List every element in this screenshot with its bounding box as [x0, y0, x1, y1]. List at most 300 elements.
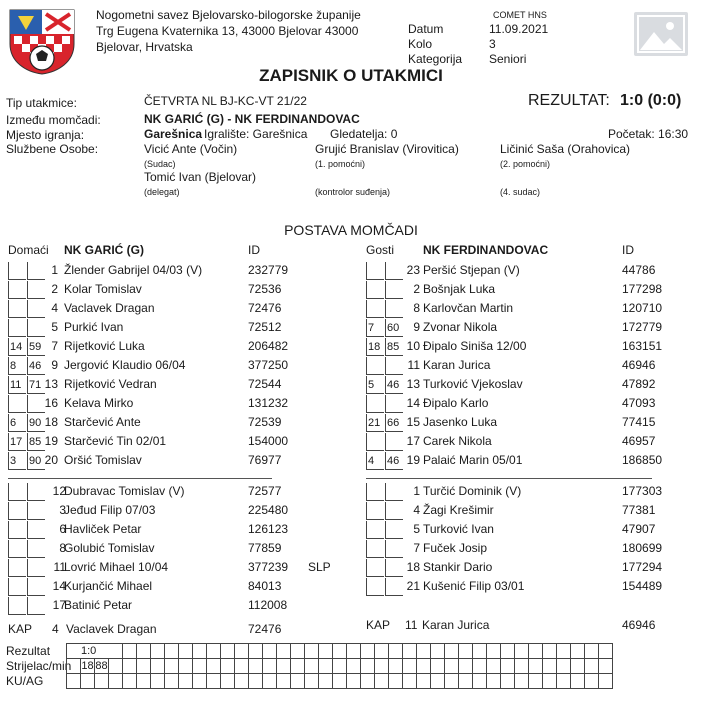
- away-id-header: ID: [622, 243, 634, 257]
- grid-cell: [347, 659, 361, 674]
- player-number: 14: [52, 579, 66, 593]
- player-name: Carek Nikola: [423, 434, 492, 448]
- grid-cell: [361, 644, 375, 659]
- grid-cell: [277, 659, 291, 674]
- grid-cell: [179, 644, 193, 659]
- player-id: 77415: [622, 415, 656, 429]
- home-kap-num: 4: [52, 622, 59, 636]
- sub-row: [366, 578, 702, 597]
- sub-minute-box: 46: [27, 357, 45, 375]
- sub-number-box: 8: [8, 357, 26, 375]
- player-id: 154000: [248, 434, 289, 448]
- official-role: (2. pomoćni): [500, 159, 551, 169]
- grid-cell: [67, 674, 81, 689]
- player-number: 7: [413, 541, 420, 555]
- grid-cell: [249, 659, 263, 674]
- grid-cell: [137, 659, 151, 674]
- grid-cell: [417, 644, 431, 659]
- player-name: Starčević Ante: [64, 415, 141, 429]
- player-id: 72476: [248, 301, 282, 315]
- player-name: Đipalo Siniša 12/00: [423, 339, 527, 353]
- player-number: 19: [44, 434, 58, 448]
- rezultat-row-label: Rezultat: [6, 644, 51, 658]
- grid-cell: [515, 644, 529, 659]
- official-role: (kontrolor suđenja): [315, 187, 391, 197]
- player-row: [8, 262, 308, 281]
- player-name: Đipalo Karlo: [423, 396, 489, 410]
- grid-cell: [123, 644, 137, 659]
- player-id: 177298: [622, 282, 663, 296]
- grid-cell: [333, 659, 347, 674]
- grid-cell: [165, 674, 179, 689]
- sub-number-box: 7: [366, 319, 384, 337]
- grid-cell: [473, 644, 487, 659]
- grid-cell: [151, 674, 165, 689]
- player-name: Dubravac Tomislav (V): [64, 484, 185, 498]
- player-name: Žlender Gabrijel 04/03 (V): [64, 263, 203, 277]
- player-id: 72577: [248, 484, 282, 498]
- player-note: SLP: [308, 560, 331, 574]
- rezultat-value: 1:0 (0:0): [620, 92, 682, 109]
- grid-cell: [263, 644, 277, 659]
- grid-cell: [585, 644, 599, 659]
- grid-cell: [473, 659, 487, 674]
- grid-cell: [557, 674, 571, 689]
- official-role: (1. pomoćni): [315, 159, 366, 169]
- player-id: 154489: [622, 579, 663, 593]
- result-grid-row: [67, 644, 613, 659]
- sub-row: [8, 578, 348, 597]
- izmedu-value: NK GARIĆ (G) - NK FERDINANDOVAC: [144, 112, 360, 126]
- sub-number-box: [366, 540, 384, 558]
- grid-cell: [501, 659, 515, 674]
- player-id: 120710: [622, 301, 663, 315]
- official-name: Grujić Branislav (Virovitica): [315, 142, 459, 156]
- sub-number-box: [366, 262, 384, 280]
- grid-cell: [515, 674, 529, 689]
- player-number: 12: [52, 484, 66, 498]
- sub-number-box: [8, 559, 26, 577]
- grid-cell: [417, 674, 431, 689]
- player-name: Bošnjak Luka: [423, 282, 496, 296]
- player-id: 180699: [622, 541, 663, 555]
- player-id: 126123: [248, 522, 289, 536]
- kolo-value: 3: [489, 37, 496, 51]
- gledatelja: Gledatelja: 0: [330, 127, 398, 141]
- grid-cell: [305, 674, 319, 689]
- kategorija-label: Kategorija: [408, 52, 463, 66]
- player-id: 72512: [248, 320, 282, 334]
- player-id: 163151: [622, 339, 663, 353]
- grid-cell: [221, 644, 235, 659]
- grid-cell: [263, 659, 277, 674]
- player-number: 4: [51, 301, 58, 315]
- sub-row: [366, 521, 702, 540]
- sub-row: [8, 502, 348, 521]
- grid-cell: [375, 659, 389, 674]
- grid-cell: [571, 674, 585, 689]
- official-role: (4. sudac): [500, 187, 541, 197]
- player-row: [366, 395, 666, 414]
- grid-cell: [95, 674, 109, 689]
- player-number: 8: [413, 301, 420, 315]
- player-id: 232779: [248, 263, 289, 277]
- sub-number-box: [366, 395, 384, 413]
- grid-cell: [417, 659, 431, 674]
- player-id: 76977: [248, 453, 282, 467]
- player-row: [8, 395, 308, 414]
- sub-number-box: [366, 433, 384, 451]
- grid-cell: [389, 644, 403, 659]
- player-row: [366, 262, 666, 281]
- sub-number-box: [8, 578, 26, 596]
- player-name: Fuček Josip: [423, 541, 488, 555]
- grid-cell: [179, 674, 193, 689]
- grid-cell: [557, 659, 571, 674]
- grid-cell: [529, 644, 543, 659]
- player-name: Turčić Dominik (V): [423, 484, 522, 498]
- sub-row: [8, 483, 348, 502]
- grid-cell: [403, 674, 417, 689]
- grid-cell: [151, 659, 165, 674]
- score-cell: 1:0: [67, 644, 123, 659]
- scorer-number-cell: 18: [81, 659, 94, 672]
- player-name: Palaić Marin 05/01: [423, 453, 523, 467]
- player-name: Rijetković Vedran: [64, 377, 157, 391]
- player-id: 47892: [622, 377, 656, 391]
- sub-row: [366, 483, 702, 502]
- player-number: 3: [59, 503, 66, 517]
- grid-cell: [109, 659, 123, 674]
- away-kap-id: 46946: [622, 618, 656, 632]
- sub-number-box: [8, 597, 26, 615]
- sub-minute-box: [27, 559, 45, 577]
- player-id: 112008: [248, 598, 288, 612]
- player-name: Jeđud Filip 07/03: [64, 503, 156, 517]
- grid-cell: [263, 674, 277, 689]
- grid-cell: [207, 644, 221, 659]
- player-id: 225480: [248, 503, 289, 517]
- grid-cell: [445, 659, 459, 674]
- sub-number-box: [8, 395, 26, 413]
- player-number: 21: [406, 579, 420, 593]
- home-team-name: NK GARIĆ (G): [64, 243, 144, 257]
- player-row: [366, 281, 666, 300]
- grid-cell: [151, 644, 165, 659]
- igraliste: Igralište: Garešnica: [204, 127, 308, 141]
- grid-cell: [571, 659, 585, 674]
- sub-number-box: [8, 483, 26, 501]
- sub-minute-box: 85: [385, 338, 403, 356]
- sub-row: [8, 597, 348, 616]
- grid-cell: [235, 659, 249, 674]
- tip-value: ČETVRTA NL BJ-KC-VT 21/22: [144, 94, 307, 108]
- player-name: Havliček Petar: [64, 522, 142, 536]
- player-number: 23: [406, 263, 420, 277]
- pocetak: Početak: 16:30: [608, 127, 689, 141]
- player-name: Turković Vjekoslav: [423, 377, 523, 391]
- player-id: 177294: [622, 560, 663, 574]
- player-id: 377239: [248, 560, 289, 574]
- strijelac-row-label: Strijelac/min: [6, 659, 72, 673]
- player-number: 1: [51, 263, 58, 277]
- sub-minute-box: 85: [27, 433, 45, 451]
- grid-cell: [585, 674, 599, 689]
- player-id: 186850: [622, 453, 663, 467]
- sub-number-box: [366, 281, 384, 299]
- sub-minute-box: 71: [27, 376, 45, 394]
- grid-cell: [473, 674, 487, 689]
- player-id: 47907: [622, 522, 656, 536]
- player-name: Karan Jurica: [423, 358, 491, 372]
- sub-number-box: [366, 483, 384, 501]
- away-team-name: NK FERDINANDOVAC: [423, 243, 549, 257]
- sub-row: [366, 559, 702, 578]
- grid-cell: [165, 659, 179, 674]
- result-grid-row: [67, 659, 613, 674]
- grid-cell: [319, 659, 333, 674]
- grid-cell: [67, 659, 81, 674]
- player-number: 19: [406, 453, 420, 467]
- lineup-title: POSTAVA MOMČADI: [284, 222, 418, 238]
- player-id: 77859: [248, 541, 282, 555]
- player-name: Purkić Ivan: [64, 320, 124, 334]
- grid-cell: [585, 659, 599, 674]
- official-role: (Sudac): [144, 159, 176, 169]
- kolo-label: Kolo: [408, 37, 433, 51]
- sub-minute-box: 90: [27, 414, 45, 432]
- grid-cell: [221, 659, 235, 674]
- grid-cell: [291, 659, 305, 674]
- player-row: [366, 319, 666, 338]
- grid-cell: [249, 674, 263, 689]
- home-kap-id: 72476: [248, 622, 282, 636]
- grid-cell: [207, 659, 221, 674]
- grid-cell: [319, 644, 333, 659]
- sub-number-box: 18: [366, 338, 384, 356]
- player-number: 1: [413, 484, 420, 498]
- sub-number-box: [366, 578, 384, 596]
- grid-cell: [235, 644, 249, 659]
- grid-cell: [459, 644, 473, 659]
- player-number: 7: [51, 339, 58, 353]
- away-kap-name: Karan Jurica: [422, 618, 490, 632]
- sub-minute-box: 90: [27, 452, 45, 470]
- grid-cell: [543, 659, 557, 674]
- player-row: [366, 414, 666, 433]
- player-number: 17: [406, 434, 420, 448]
- player-row: [8, 433, 308, 452]
- player-id: 77381: [622, 503, 656, 517]
- datum-label: Datum: [408, 22, 444, 36]
- sub-minute-box: [27, 502, 45, 520]
- grid-cell: [403, 659, 417, 674]
- divider: [8, 478, 272, 479]
- player-number: 5: [51, 320, 58, 334]
- grid-cell: [431, 659, 445, 674]
- player-name: Peršić Stjepan (V): [423, 263, 520, 277]
- grid-cell: [501, 644, 515, 659]
- sub-minute-box: [27, 597, 45, 615]
- grid-cell: [571, 644, 585, 659]
- player-number: 11: [53, 560, 66, 574]
- player-name: Jasenko Luka: [423, 415, 498, 429]
- grid-cell: [249, 644, 263, 659]
- grid-cell: [179, 659, 193, 674]
- player-name: Vaclavek Dragan: [64, 301, 155, 315]
- player-number: 18: [406, 560, 420, 574]
- player-id: 131232: [248, 396, 289, 410]
- sub-row: [8, 521, 348, 540]
- sub-minute-box: [27, 540, 45, 558]
- grid-cell: [277, 644, 291, 659]
- grid-cell: [599, 644, 613, 659]
- grid-cell: [123, 659, 137, 674]
- grid-cell: [543, 644, 557, 659]
- org-name: Nogometni savez Bjelovarsko-bilogorske županije: [96, 8, 361, 22]
- player-id: 46946: [622, 358, 656, 372]
- sub-minute-box: 60: [385, 319, 403, 337]
- player-row: [8, 338, 308, 357]
- home-kap-name: Vaclavek Dragan: [66, 622, 157, 636]
- player-number: 6: [59, 522, 66, 536]
- grid-cell: [333, 674, 347, 689]
- sub-number-box: [8, 281, 26, 299]
- grid-cell: [109, 674, 123, 689]
- grid-cell: [487, 644, 501, 659]
- player-name: Karlovčan Martin: [423, 301, 514, 315]
- home-side-label: Domaći: [8, 243, 49, 257]
- player-row: [366, 357, 666, 376]
- grid-cell: [347, 674, 361, 689]
- player-row: [8, 452, 308, 471]
- player-number: 11: [407, 358, 420, 372]
- grid-cell: [193, 659, 207, 674]
- grid-cell: [501, 674, 515, 689]
- player-number: 20: [44, 453, 58, 467]
- grid-cell: [431, 674, 445, 689]
- player-row: [366, 452, 666, 471]
- scorer-minute-cell: 88: [95, 659, 108, 672]
- official-name: Vicić Ante (Vočin): [144, 142, 238, 156]
- sub-number-box: [8, 502, 26, 520]
- org-city: Bjelovar, Hrvatska: [96, 40, 193, 54]
- player-id: 377250: [248, 358, 289, 372]
- player-number: 4: [413, 503, 420, 517]
- home-kap-label: KAP: [8, 622, 33, 636]
- player-id: 47093: [622, 396, 656, 410]
- player-number: 8: [59, 541, 66, 555]
- sub-number-box: [8, 300, 26, 318]
- sub-minute-box: [27, 483, 45, 501]
- sub-number-box: 5: [366, 376, 384, 394]
- sub-number-box: [8, 262, 26, 280]
- grid-cell: [277, 674, 291, 689]
- sub-minute-box: 59: [27, 338, 45, 356]
- kuag-row-label: KU/AG: [6, 674, 44, 688]
- player-id: 44786: [622, 263, 656, 277]
- player-row: [8, 357, 308, 376]
- sluzbene-label: Službene Osobe:: [6, 142, 99, 156]
- grid-cell: [543, 674, 557, 689]
- sub-number-box: 4: [366, 452, 384, 470]
- player-name: Kelava Mirko: [64, 396, 134, 410]
- grid-cell: [375, 644, 389, 659]
- sub-minute-box: 46: [385, 452, 403, 470]
- player-row: [8, 281, 308, 300]
- grid-cell: [123, 674, 137, 689]
- official-role: (delegat): [144, 187, 180, 197]
- grid-cell: [361, 674, 375, 689]
- player-number: 14: [406, 396, 420, 410]
- player-row: [8, 300, 308, 319]
- grid-cell: [319, 674, 333, 689]
- mjesto-label: Mjesto igranja:: [6, 128, 85, 142]
- grid-cell: [487, 674, 501, 689]
- sub-number-box: [8, 540, 26, 558]
- sub-number-box: 21: [366, 414, 384, 432]
- player-number: 5: [413, 522, 420, 536]
- sub-number-box: 6: [8, 414, 26, 432]
- player-id: 46957: [622, 434, 656, 448]
- grid-cell: [193, 674, 207, 689]
- sub-number-box: [366, 521, 384, 539]
- player-number: 9: [51, 358, 58, 372]
- sub-row: [8, 540, 348, 559]
- player-id: 84013: [248, 579, 282, 593]
- grid-cell: [445, 674, 459, 689]
- player-row: [366, 300, 666, 319]
- document-title: ZAPISNIK O UTAKMICI: [259, 66, 443, 85]
- grid-cell: [347, 644, 361, 659]
- player-row: [8, 376, 308, 395]
- sub-minute-box: [27, 578, 45, 596]
- player-number: 2: [413, 282, 420, 296]
- sub-number-box: [366, 300, 384, 318]
- player-id: 172779: [622, 320, 663, 334]
- datum-value: 11.09.2021: [489, 22, 549, 36]
- image-placeholder-icon: [634, 12, 688, 56]
- kategorija-value: Seniori: [489, 52, 527, 66]
- sub-minute-box: [27, 521, 45, 539]
- app-name: COMET HNS: [493, 10, 547, 20]
- grid-cell: [529, 674, 543, 689]
- grid-cell: [487, 659, 501, 674]
- player-row: [366, 376, 666, 395]
- player-number: 18: [44, 415, 58, 429]
- grid-cell: [375, 674, 389, 689]
- tip-label: Tip utakmice:: [6, 96, 77, 110]
- grid-cell: [193, 644, 207, 659]
- mjesto-value: Garešnica: [144, 127, 203, 141]
- sub-number-box: [366, 559, 384, 577]
- grid-cell: [137, 674, 151, 689]
- sub-row: [366, 540, 702, 559]
- grid-cell: [291, 674, 305, 689]
- grid-cell: [81, 674, 95, 689]
- player-number: 2: [51, 282, 58, 296]
- result-grid: [66, 643, 613, 689]
- player-id: 177303: [622, 484, 663, 498]
- grid-cell: [459, 659, 473, 674]
- player-name: Starčević Tin 02/01: [64, 434, 167, 448]
- official-name: Tomić Ivan (Bjelovar): [144, 170, 257, 184]
- player-name: Rijetković Luka: [64, 339, 145, 353]
- player-id: 72536: [248, 282, 282, 296]
- player-row: [8, 319, 308, 338]
- grid-cell: [165, 644, 179, 659]
- sub-number-box: 3: [8, 452, 26, 470]
